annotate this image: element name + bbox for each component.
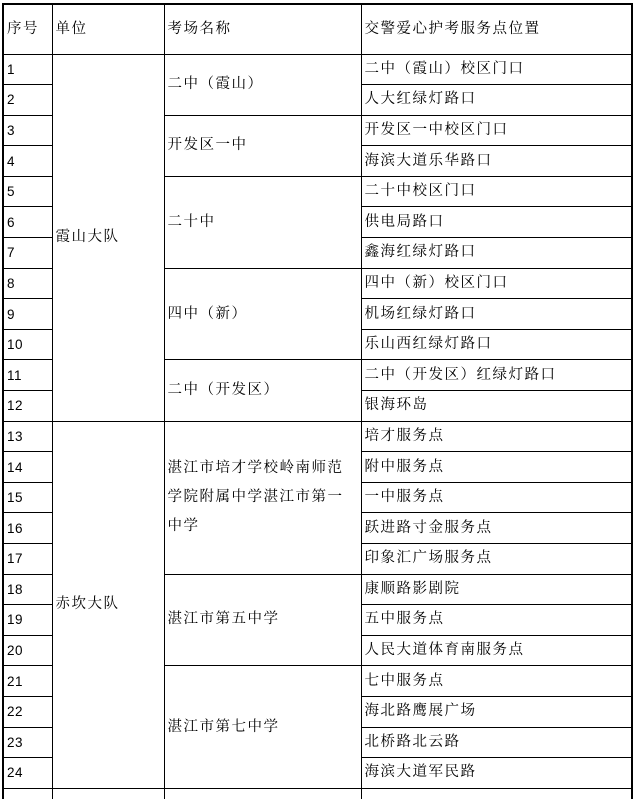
- row-number-cell: 21: [3, 666, 52, 697]
- unit-cell-empty: [52, 788, 164, 799]
- table-row: [3, 421, 632, 452]
- venue-cell-empty: [164, 788, 361, 799]
- venue-cell: 湛江市第七中学: [164, 666, 361, 788]
- row-number-cell: 4: [3, 146, 52, 177]
- location-cell: 七中服务点: [361, 666, 632, 697]
- location-cell: 海北路鹰展广场: [361, 696, 632, 727]
- venue-cell: 二十中: [164, 176, 361, 268]
- location-cell: 银海环岛: [361, 391, 632, 422]
- row-number-cell: 6: [3, 207, 52, 238]
- location-cell: 人民大道体育南服务点: [361, 635, 632, 666]
- location-cell: 开发区一中校区门口: [361, 115, 632, 146]
- header-cell-venue: 考场名称: [164, 4, 361, 54]
- location-cell: 北桥路北云路: [361, 727, 632, 758]
- table-body: [3, 54, 632, 799]
- row-number-cell: 24: [3, 758, 52, 789]
- row-number-cell: 5: [3, 176, 52, 207]
- location-cell: 人大红绿灯路口: [361, 85, 632, 116]
- row-number-cell: 16: [3, 513, 52, 544]
- location-cell: 供电局路口: [361, 207, 632, 238]
- service-points-table: [2, 3, 633, 799]
- row-number-cell: 9: [3, 299, 52, 330]
- location-cell: 乐山西红绿灯路口: [361, 329, 632, 360]
- location-cell: 一中服务点: [361, 482, 632, 513]
- row-number-cell: 13: [3, 421, 52, 452]
- location-cell: 印象汇广场服务点: [361, 544, 632, 575]
- header-row: [3, 4, 632, 54]
- location-cell: 跃进路寸金服务点: [361, 513, 632, 544]
- header-cell-unit: 单位: [52, 4, 164, 54]
- row-number-cell: 17: [3, 544, 52, 575]
- location-cell: 鑫海红绿灯路口: [361, 238, 632, 269]
- row-number-cell: 10: [3, 329, 52, 360]
- row-number-cell: 18: [3, 574, 52, 605]
- header-cell-location: 交警爱心护考服务点位置: [361, 4, 632, 54]
- venue-cell: 开发区一中: [164, 115, 361, 176]
- location-cell: 机场红绿灯路口: [361, 299, 632, 330]
- location-cell-empty: [361, 788, 632, 799]
- row-number-cell: 20: [3, 635, 52, 666]
- venue-cell: 二中（开发区）: [164, 360, 361, 421]
- location-cell: 二中（霞山）校区门口: [361, 54, 632, 85]
- row-number-cell: 7: [3, 238, 52, 269]
- location-cell: 培才服务点: [361, 421, 632, 452]
- venue-cell: 四中（新）: [164, 268, 361, 360]
- row-number-cell: 22: [3, 696, 52, 727]
- location-cell: 康顺路影剧院: [361, 574, 632, 605]
- venue-cell: 二中（霞山）: [164, 54, 361, 115]
- location-cell: 二中（开发区）红绿灯路口: [361, 360, 632, 391]
- row-number-cell: 8: [3, 268, 52, 299]
- location-cell: 二十中校区门口: [361, 176, 632, 207]
- header-cell-number: 序号: [3, 4, 52, 54]
- table-row: [3, 54, 632, 85]
- row-number-cell: 2: [3, 85, 52, 116]
- row-number-cell-empty: [3, 788, 52, 799]
- venue-cell: 湛江市培才学校岭南师范学院附属中学湛江市第一中学: [164, 421, 361, 574]
- row-number-cell: 19: [3, 605, 52, 636]
- location-cell: 附中服务点: [361, 452, 632, 483]
- venue-cell: 湛江市第五中学: [164, 574, 361, 666]
- row-number-cell: 14: [3, 452, 52, 483]
- row-number-cell: 23: [3, 727, 52, 758]
- row-number-cell: 1: [3, 54, 52, 85]
- location-cell: 海滨大道乐华路口: [361, 146, 632, 177]
- unit-cell: 赤坎大队: [52, 421, 164, 788]
- location-cell: 五中服务点: [361, 605, 632, 636]
- row-number-cell: 15: [3, 482, 52, 513]
- row-number-cell: 12: [3, 391, 52, 422]
- location-cell: 海滨大道军民路: [361, 758, 632, 789]
- row-number-cell: 11: [3, 360, 52, 391]
- location-cell: 四中（新）校区门口: [361, 268, 632, 299]
- partial-row: [3, 788, 632, 799]
- row-number-cell: 3: [3, 115, 52, 146]
- unit-cell: 霞山大队: [52, 54, 164, 421]
